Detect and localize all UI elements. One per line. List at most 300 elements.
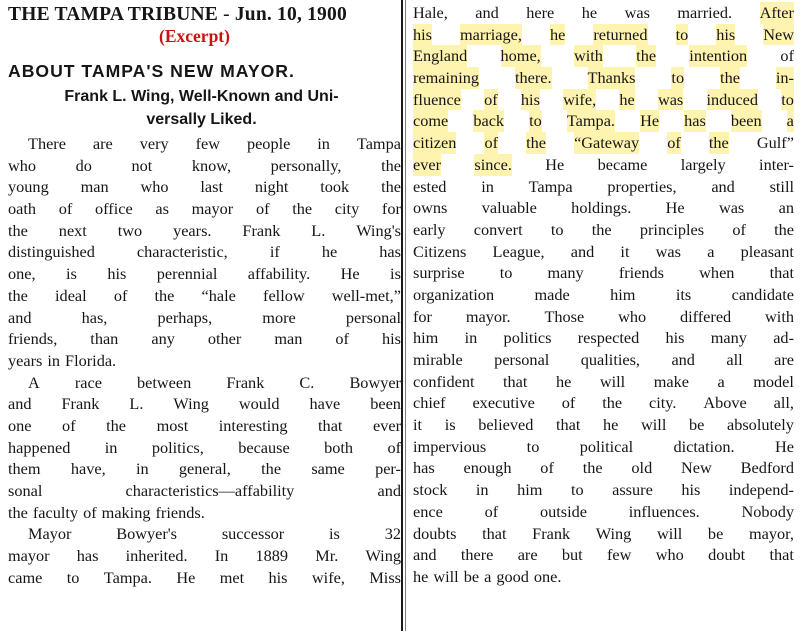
word: ested xyxy=(413,176,447,196)
word: Hale, xyxy=(413,3,448,22)
issue-date: Jun. 10, 1900 xyxy=(234,4,347,25)
word: who xyxy=(655,545,684,565)
subheadline-line: Frank L. Wing, Well-Known and Uni- xyxy=(64,88,339,105)
word: well-met,” xyxy=(331,285,401,305)
text-line xyxy=(8,393,401,415)
word: distinguished xyxy=(8,242,95,262)
text-line xyxy=(413,67,794,89)
word: differed xyxy=(679,306,732,326)
text-line xyxy=(8,502,401,524)
word: in xyxy=(317,134,330,153)
word: took xyxy=(320,177,350,197)
word: absolutely xyxy=(726,415,794,435)
word: properties, xyxy=(607,176,677,196)
word: not xyxy=(131,155,153,175)
word: the xyxy=(8,220,28,240)
word: of xyxy=(484,501,499,521)
word: characteristics—affability xyxy=(125,481,295,500)
word: L. xyxy=(129,394,144,414)
word: there xyxy=(460,545,494,565)
word: to xyxy=(66,567,80,587)
highlighted-word: Tampa. xyxy=(566,111,615,131)
word: many xyxy=(547,263,584,283)
highlighted-word: to xyxy=(675,24,689,44)
word: outside xyxy=(539,501,587,521)
word: of xyxy=(255,199,270,219)
word: Frank xyxy=(242,220,281,240)
word: general, xyxy=(178,459,231,479)
word: both xyxy=(324,437,354,457)
word: who xyxy=(140,177,169,197)
word: politics, xyxy=(151,437,204,457)
word: the xyxy=(381,177,401,197)
word: one. xyxy=(533,566,562,586)
left-column xyxy=(0,0,401,588)
word: of xyxy=(62,415,76,435)
word: oath xyxy=(8,199,37,219)
word: because xyxy=(238,437,290,457)
text-line xyxy=(413,176,794,198)
word: night xyxy=(254,177,289,197)
word: the xyxy=(261,459,282,479)
word: has xyxy=(76,546,99,566)
word: have, xyxy=(70,459,106,479)
word: do xyxy=(75,155,92,175)
word: one xyxy=(8,415,32,435)
word: Mayor xyxy=(28,524,72,544)
word: be xyxy=(688,415,705,435)
word: two xyxy=(117,220,143,240)
word: respected xyxy=(577,328,640,348)
highlighted-word: He xyxy=(640,111,660,131)
text-line xyxy=(413,241,794,263)
word: Florida. xyxy=(65,350,117,370)
highlighted-word: there. xyxy=(514,68,552,88)
text-line xyxy=(8,285,401,307)
word: he xyxy=(413,566,429,586)
word: early xyxy=(413,219,446,239)
word: are xyxy=(517,545,538,565)
text-line xyxy=(8,545,401,567)
word: been xyxy=(370,394,401,414)
word: he xyxy=(603,415,619,435)
word: good xyxy=(496,566,529,586)
word: it xyxy=(620,241,630,261)
text-line xyxy=(8,155,401,177)
word: dictation. xyxy=(673,436,735,456)
word: will xyxy=(641,415,667,435)
word: years. xyxy=(173,220,212,240)
word: stock xyxy=(413,480,448,500)
word: perennial xyxy=(156,264,218,284)
word: a xyxy=(707,241,715,261)
word: impervious xyxy=(413,436,487,456)
word: met xyxy=(219,567,245,587)
word: of xyxy=(387,437,401,457)
highlighted-word: of xyxy=(484,89,498,109)
word: ever xyxy=(372,415,401,435)
word: and xyxy=(475,3,499,22)
word: mayor, xyxy=(748,523,794,543)
text-line xyxy=(8,437,401,459)
word: the xyxy=(292,199,313,219)
word: and xyxy=(570,241,595,261)
word: be xyxy=(707,523,724,543)
word: inter- xyxy=(759,154,794,174)
word: C. xyxy=(299,372,315,392)
newspaper-name: THE TAMPA TRIBUNE xyxy=(8,4,218,25)
highlighted-word: his xyxy=(716,24,736,44)
word: Tampa xyxy=(528,176,573,196)
word: made xyxy=(534,284,570,304)
word: of xyxy=(780,46,794,66)
column-rule xyxy=(401,0,403,631)
word: would xyxy=(238,394,280,414)
text-line xyxy=(413,262,794,284)
text-line xyxy=(8,350,401,372)
word: is xyxy=(390,264,401,284)
text-line xyxy=(8,372,401,394)
highlighted-word: the xyxy=(708,133,729,153)
word: organization xyxy=(413,284,495,304)
word: the xyxy=(774,219,794,239)
word: owns xyxy=(413,198,448,218)
word: know, xyxy=(191,155,232,175)
word: largely xyxy=(680,154,726,174)
word: his xyxy=(681,480,701,500)
word: a xyxy=(717,371,725,391)
word: Those xyxy=(544,306,585,326)
word: of xyxy=(83,502,97,522)
word: he xyxy=(581,3,598,22)
word: Nobody xyxy=(741,501,794,521)
word: A xyxy=(28,372,40,392)
word: and xyxy=(413,545,437,565)
highlighted-word: in- xyxy=(775,68,794,88)
text-line xyxy=(8,307,401,329)
word: model xyxy=(753,371,794,391)
word: next xyxy=(58,220,87,240)
word: perhaps, xyxy=(157,307,213,327)
word: affability. xyxy=(247,264,311,284)
word: of xyxy=(561,393,576,413)
word: his xyxy=(665,328,685,348)
subheadline xyxy=(8,86,401,131)
word: 32 xyxy=(384,524,401,544)
word: was xyxy=(718,198,745,218)
highlighted-word: citizen xyxy=(413,133,457,153)
text-line xyxy=(413,197,794,219)
word: still xyxy=(769,176,794,196)
word: Wing xyxy=(595,523,632,543)
word: personal xyxy=(345,307,401,327)
highlighted-word: back xyxy=(473,111,505,131)
word: friends. xyxy=(155,502,205,522)
word: office xyxy=(95,199,133,219)
word: one, xyxy=(8,264,36,284)
word: has xyxy=(413,458,435,478)
word: is xyxy=(66,264,77,284)
word: to xyxy=(570,480,584,500)
word: same xyxy=(311,459,345,479)
word: Frank xyxy=(226,372,265,392)
text-line xyxy=(8,241,401,263)
text-line xyxy=(8,458,401,480)
highlighted-word: his xyxy=(520,89,540,109)
text-line xyxy=(413,414,794,436)
highlighted-word: fluence xyxy=(413,89,461,109)
highlighted-word: induced xyxy=(706,89,759,109)
word: with xyxy=(765,306,794,326)
highlighted-word: intention xyxy=(689,46,748,66)
word: him xyxy=(413,328,439,348)
text-line xyxy=(413,89,794,111)
word: was xyxy=(624,3,650,22)
word: if xyxy=(269,242,280,262)
word: few xyxy=(607,545,632,565)
word: Gulf” xyxy=(756,133,794,153)
word: personally, xyxy=(270,155,342,175)
word: sonal xyxy=(8,481,43,500)
word: was xyxy=(655,241,681,261)
word: them xyxy=(8,459,41,479)
word: independ- xyxy=(728,480,794,500)
word: that xyxy=(769,263,794,283)
highlighted-word: the xyxy=(636,46,657,66)
word: people xyxy=(246,134,291,153)
masthead xyxy=(8,4,401,26)
word: enough xyxy=(463,458,512,478)
word: of xyxy=(540,458,554,478)
highlighted-word: remaining xyxy=(413,68,480,88)
word: that xyxy=(555,415,581,435)
text-line xyxy=(413,110,794,132)
word: of xyxy=(732,219,746,239)
word: that xyxy=(318,415,343,435)
word: mayor xyxy=(8,546,50,566)
text-line xyxy=(413,501,794,523)
word: the xyxy=(602,393,623,413)
word: has, xyxy=(81,307,108,327)
word: He xyxy=(545,154,565,174)
word: here xyxy=(526,3,555,22)
word: married. xyxy=(677,3,733,22)
right-column xyxy=(407,0,800,588)
word: doubt xyxy=(708,545,746,565)
word: as xyxy=(155,199,169,219)
text-line xyxy=(8,263,401,285)
word: of xyxy=(113,285,128,305)
word: chief xyxy=(413,393,446,413)
word: candidate xyxy=(731,284,794,304)
word: ideal xyxy=(55,285,87,305)
highlighted-word: England xyxy=(413,46,468,66)
text-line xyxy=(413,132,794,154)
word: Tampa xyxy=(356,134,401,153)
word: for xyxy=(413,306,432,326)
article-body-left xyxy=(8,133,401,588)
word: is xyxy=(444,415,456,435)
highlighted-word: with xyxy=(573,46,603,66)
word: confident xyxy=(413,371,475,391)
text-line xyxy=(8,523,401,545)
highlighted-word: wife, xyxy=(563,89,597,109)
word: League, xyxy=(492,241,545,261)
word: L. xyxy=(311,220,326,240)
word: wife, xyxy=(311,567,345,587)
word: friends xyxy=(618,263,665,283)
word: the xyxy=(591,219,612,239)
masthead-separator: - xyxy=(223,4,230,25)
text-line xyxy=(413,371,794,393)
word: to xyxy=(526,436,540,456)
word: an xyxy=(778,198,794,218)
word: in xyxy=(104,437,118,457)
word: are xyxy=(774,350,794,369)
highlighted-word: returned xyxy=(593,24,648,44)
text-line xyxy=(8,480,401,502)
word: “hale xyxy=(201,285,236,305)
highlighted-word: marriage, xyxy=(460,24,522,44)
word: and xyxy=(8,307,32,327)
word: in xyxy=(47,350,61,370)
word: who xyxy=(8,155,37,175)
text-line xyxy=(413,392,794,414)
text-line xyxy=(413,479,794,501)
word: the xyxy=(381,155,401,175)
word: He xyxy=(340,264,360,284)
text-line xyxy=(8,567,401,589)
word: political xyxy=(579,436,634,456)
word: that xyxy=(482,523,507,543)
highlighted-word: a xyxy=(786,111,794,131)
word: to xyxy=(499,263,513,283)
word: interesting xyxy=(218,415,288,435)
word: his xyxy=(268,567,288,587)
word: make xyxy=(653,371,689,391)
word: holdings. xyxy=(571,198,632,218)
word: mayor xyxy=(191,199,234,219)
word: him xyxy=(610,284,636,304)
word: man xyxy=(80,177,109,197)
word: most xyxy=(156,415,189,435)
word: its xyxy=(675,284,692,304)
word: more xyxy=(262,307,296,327)
text-line xyxy=(413,219,794,241)
headline: ABOUT TAMPA'S NEW MAYOR. xyxy=(8,61,295,81)
word: Frank xyxy=(61,394,100,414)
text-line xyxy=(413,284,794,306)
word: mayor. xyxy=(465,306,511,326)
word: than xyxy=(90,329,119,349)
highlighted-word: of xyxy=(667,133,681,153)
word: but xyxy=(561,545,583,565)
word: all xyxy=(726,350,743,369)
word: There xyxy=(28,134,66,153)
word: are xyxy=(92,134,113,153)
word: principles xyxy=(639,219,705,239)
text-line xyxy=(8,198,401,220)
word: He xyxy=(176,567,196,587)
word: and xyxy=(377,481,401,500)
word: per- xyxy=(375,459,401,479)
word: all, xyxy=(773,393,794,413)
word: man xyxy=(274,329,303,349)
word: very xyxy=(139,134,169,153)
highlighted-word: of xyxy=(484,133,499,153)
word: 1889 xyxy=(255,546,289,566)
word: valuable xyxy=(481,198,537,218)
word: will xyxy=(599,371,626,391)
word: In xyxy=(214,546,229,566)
word: Miss xyxy=(369,567,401,587)
word: between xyxy=(137,372,192,392)
word: assure xyxy=(612,480,653,500)
word: the xyxy=(8,285,28,305)
word: came xyxy=(8,567,43,587)
word: faculty xyxy=(32,502,79,522)
word: city xyxy=(334,199,360,219)
text-line xyxy=(413,523,794,545)
highlighted-word: the xyxy=(526,133,546,153)
word: few xyxy=(195,134,220,153)
word: to xyxy=(550,219,564,239)
word: politics xyxy=(503,328,552,348)
word: the xyxy=(106,415,127,435)
text-line xyxy=(413,327,794,349)
text-line xyxy=(413,45,794,67)
highlighted-word: to xyxy=(671,68,685,88)
word: He xyxy=(665,198,685,218)
word: ence xyxy=(413,501,443,521)
text-line xyxy=(8,415,401,437)
word: who xyxy=(618,306,647,326)
word: the xyxy=(154,285,175,305)
highlighted-word: has xyxy=(684,111,706,131)
word: and xyxy=(8,394,32,414)
word: any xyxy=(151,329,175,349)
word: successor xyxy=(221,524,285,544)
word: became xyxy=(597,154,648,174)
word: believed xyxy=(478,415,534,435)
highlighted-word: his xyxy=(413,24,433,44)
word: his xyxy=(107,264,127,284)
excerpt-label: (Excerpt) xyxy=(159,26,230,46)
word: of xyxy=(335,329,349,349)
text-line xyxy=(413,544,794,566)
word: Citizens xyxy=(413,241,467,261)
highlighted-word: “Gateway xyxy=(574,133,640,153)
word: convert xyxy=(473,219,523,239)
word: race xyxy=(74,372,102,392)
word: Wing xyxy=(365,546,401,566)
word: other xyxy=(207,329,242,349)
word: in xyxy=(464,328,478,348)
highlighted-word: come xyxy=(413,111,449,131)
highlighted-word: to xyxy=(781,89,794,109)
word: inherited. xyxy=(125,546,188,566)
word: his xyxy=(381,329,401,349)
word: has xyxy=(379,242,401,262)
word: will xyxy=(656,523,683,543)
article-body-right xyxy=(413,2,794,588)
word: Tampa. xyxy=(103,567,152,587)
word: characteristic, xyxy=(136,242,228,262)
word: it xyxy=(413,415,423,435)
text-line xyxy=(413,436,794,458)
highlighted-word: he xyxy=(549,24,566,44)
text-line xyxy=(413,154,794,176)
